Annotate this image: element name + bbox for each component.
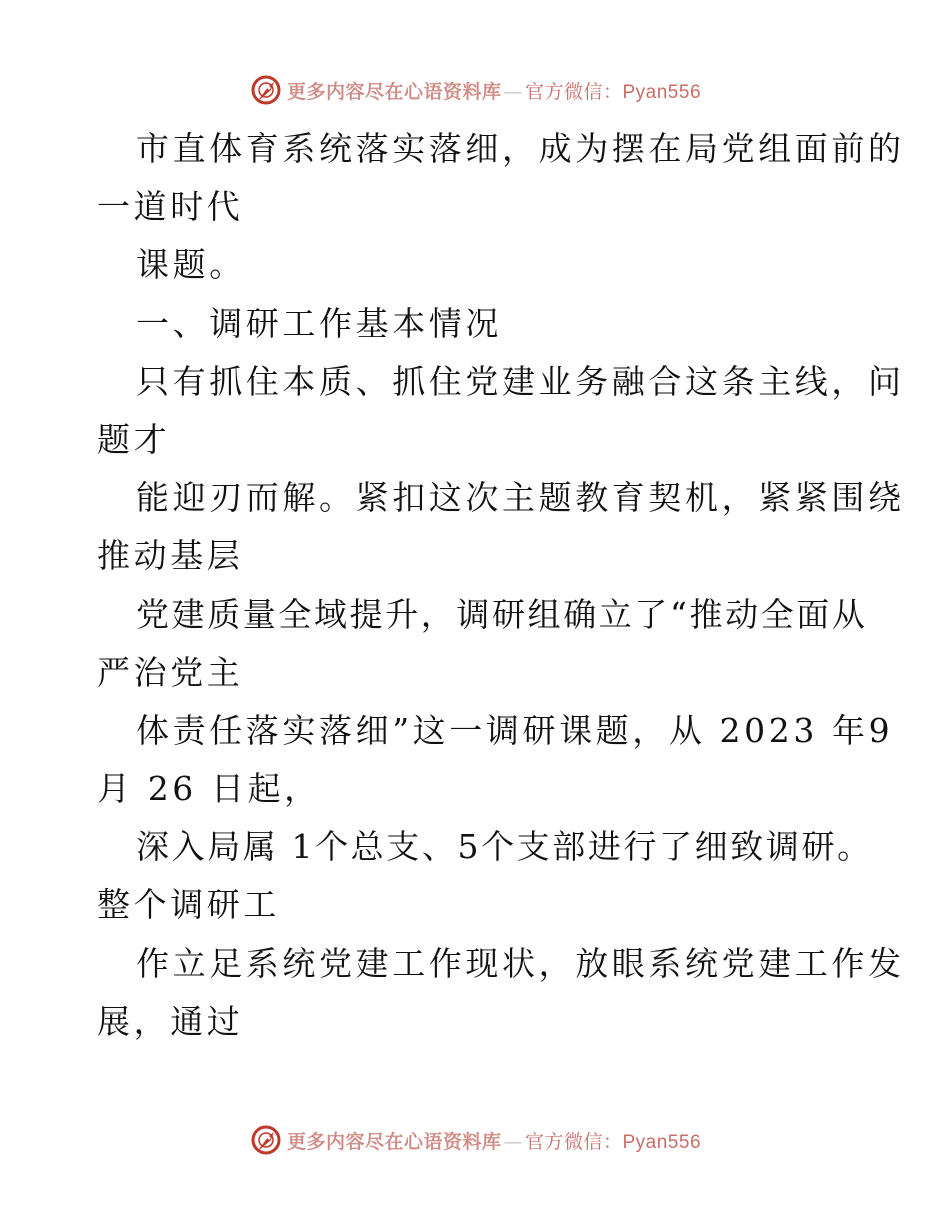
header-watermark-main: 更多内容尽在心语资料库 [286,80,502,103]
body-line-10: 严治党主 [97,652,244,692]
body-line-3: 课题。 [136,245,246,285]
document-body [97,120,905,1051]
pen-nib-circle-icon [249,73,283,107]
body-line-9: 党建质量全域提升，调研组确立了“推动全面从 [136,594,868,634]
footer-watermark-dash: — [503,1130,523,1153]
body-line-6: 题才 [97,419,171,459]
footer-watermark-text [287,1127,701,1154]
header-watermark-dash: — [503,80,523,103]
header-watermark-sub: 官方微信： [524,80,623,103]
body-line-14: 整个调研工 [97,885,280,925]
header-watermark-text [287,77,701,104]
body-line-8: 推动基层 [97,536,244,576]
footer-watermark-main: 更多内容尽在心语资料库 [286,1130,502,1153]
section-heading: 一、调研工作基本情况 [136,303,502,343]
header-watermark-banner [0,70,950,110]
body-line-12: 月 26 日起， [97,769,321,809]
footer-watermark-account: Pyan556 [622,1131,702,1153]
pen-nib-circle-icon [249,1123,283,1157]
body-line-11: 体责任落实落细”这一调研课题，从 2023 年9 [136,710,894,750]
body-line-16: 展，通过 [97,1001,244,1041]
body-line-2: 一道时代 [97,187,244,227]
footer-watermark-banner [0,1120,950,1160]
footer-watermark-sub: 官方微信： [524,1130,623,1153]
body-line-1: 市直体育系统落实落细，成为摆在局党组面前的 [136,129,905,168]
header-watermark-account: Pyan556 [622,81,702,103]
body-line-5: 只有抓住本质、抓住党建业务融合这条主线，问 [136,361,905,401]
body-line-7: 能迎刃而解。紧扣这次主题教育契机，紧紧围绕 [136,478,905,518]
body-line-13: 深入局属 1个总支、5个支部进行了细致调研。 [136,827,873,867]
body-line-15: 作立足系统党建工作现状，放眼系统党建工作发 [136,943,905,983]
